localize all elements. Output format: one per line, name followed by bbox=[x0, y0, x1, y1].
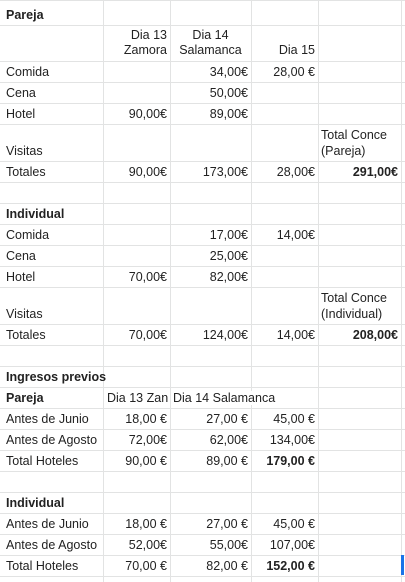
grid-column-line bbox=[251, 0, 252, 582]
grid-row-line bbox=[0, 387, 405, 388]
cell-antes-junio-total[interactable]: 45,00 € bbox=[273, 412, 315, 426]
grid-row-line bbox=[0, 324, 405, 325]
cell-antes-junio-d14[interactable]: 27,00 € bbox=[206, 412, 248, 426]
cell-totales-d14[interactable]: 173,00€ bbox=[202, 165, 248, 179]
row-label-hotel[interactable]: Hotel bbox=[6, 270, 36, 284]
grid-row-line bbox=[0, 513, 405, 514]
total-label-line1[interactable]: Total Conce bbox=[321, 291, 388, 305]
cell-antes-junio-d13[interactable]: 18,00 € bbox=[125, 412, 167, 426]
grid-row-line bbox=[0, 0, 405, 1]
subsection-title-individual[interactable]: Individual bbox=[6, 496, 65, 510]
header-day13-line2[interactable]: Zamora bbox=[123, 43, 167, 57]
grid-row-line bbox=[0, 245, 405, 246]
cell-total-hoteles-total[interactable]: 152,00 € bbox=[266, 559, 315, 573]
cell-antes-agosto-d14[interactable]: 55,00€ bbox=[209, 538, 248, 552]
section-title-pareja[interactable]: Pareja bbox=[6, 8, 44, 22]
grid-row-line bbox=[0, 408, 405, 409]
grid-row-line bbox=[0, 25, 405, 26]
grid-row-line bbox=[0, 224, 405, 225]
selected-cell-indicator[interactable] bbox=[401, 555, 404, 575]
section-title-ingresos-previos[interactable]: Ingresos previos bbox=[6, 370, 107, 384]
grid-row-line bbox=[0, 161, 405, 162]
grid-row-line bbox=[0, 429, 405, 430]
row-label-visitas[interactable]: Visitas bbox=[6, 307, 43, 321]
header-day13[interactable]: Dia 13 Zan bbox=[107, 391, 169, 405]
row-label-cena[interactable]: Cena bbox=[6, 86, 36, 100]
row-label-antes-junio[interactable]: Antes de Junio bbox=[6, 517, 89, 531]
grid-row-line bbox=[0, 345, 405, 346]
cell-totales-d15[interactable]: 28,00€ bbox=[276, 165, 315, 179]
cell-antes-junio-d14[interactable]: 27,00 € bbox=[206, 517, 248, 531]
grid-row-line bbox=[0, 471, 405, 472]
header-day13-line1[interactable]: Dia 13 bbox=[130, 28, 167, 42]
cell-totales-d13[interactable]: 90,00€ bbox=[128, 165, 167, 179]
cell-antes-agosto-total[interactable]: 134,00€ bbox=[269, 433, 315, 447]
cell-totales-d15[interactable]: 14,00€ bbox=[276, 328, 315, 342]
cell-antes-junio-d13[interactable]: 18,00 € bbox=[125, 517, 167, 531]
grid-row-line bbox=[0, 124, 405, 125]
cell-total-hoteles-d13[interactable]: 70,00 € bbox=[125, 559, 167, 573]
grid-row-line bbox=[0, 555, 405, 556]
cell-antes-agosto-d13[interactable]: 52,00€ bbox=[128, 538, 167, 552]
subsection-title-pareja[interactable]: Pareja bbox=[6, 391, 44, 405]
cell-totales-total[interactable]: 291,00€ bbox=[352, 165, 398, 179]
row-label-totales[interactable]: Totales bbox=[6, 165, 46, 179]
cell-totales-d13[interactable]: 70,00€ bbox=[128, 328, 167, 342]
header-day15[interactable]: Dia 15 bbox=[278, 43, 315, 57]
grid-row-line bbox=[0, 103, 405, 104]
row-label-visitas[interactable]: Visitas bbox=[6, 144, 43, 158]
grid-column-line bbox=[401, 0, 402, 582]
row-label-hotel[interactable]: Hotel bbox=[6, 107, 36, 121]
grid-row-line bbox=[0, 182, 405, 183]
cell-comida-d14[interactable]: 17,00€ bbox=[209, 228, 248, 242]
cell-antes-agosto-d13[interactable]: 72,00€ bbox=[128, 433, 167, 447]
cell-totales-total[interactable]: 208,00€ bbox=[352, 328, 398, 342]
grid-row-line bbox=[0, 266, 405, 267]
row-label-total-hoteles[interactable]: Total Hoteles bbox=[6, 454, 79, 468]
cell-hotel-d13[interactable]: 70,00€ bbox=[128, 270, 167, 284]
cell-antes-agosto-total[interactable]: 107,00€ bbox=[269, 538, 315, 552]
grid-row-line bbox=[0, 576, 405, 577]
grid-column-line bbox=[103, 0, 104, 582]
grid-row-line bbox=[0, 534, 405, 535]
grid-row-line bbox=[0, 82, 405, 83]
header-day14[interactable]: Dia 14 Salamanca bbox=[173, 391, 276, 405]
cell-total-hoteles-d13[interactable]: 90,00 € bbox=[125, 454, 167, 468]
row-label-total-hoteles[interactable]: Total Hoteles bbox=[6, 559, 79, 573]
total-label-line1[interactable]: Total Conce bbox=[321, 128, 388, 142]
cell-comida-d15[interactable]: 28,00 € bbox=[273, 65, 315, 79]
grid-row-line bbox=[0, 366, 405, 367]
cell-cena-d14[interactable]: 25,00€ bbox=[209, 249, 248, 263]
total-label-line2[interactable]: (Individual) bbox=[321, 307, 383, 321]
row-label-cena[interactable]: Cena bbox=[6, 249, 36, 263]
grid-column-line bbox=[318, 0, 319, 582]
row-label-antes-agosto[interactable]: Antes de Agosto bbox=[6, 538, 98, 552]
row-label-totales[interactable]: Totales bbox=[6, 328, 46, 342]
row-label-comida[interactable]: Comida bbox=[6, 228, 50, 242]
cell-total-hoteles-d14[interactable]: 82,00 € bbox=[206, 559, 248, 573]
total-label-line2[interactable]: (Pareja) bbox=[321, 144, 366, 158]
cell-total-hoteles-total[interactable]: 179,00 € bbox=[266, 454, 315, 468]
section-title-individual[interactable]: Individual bbox=[6, 207, 65, 221]
cell-comida-d14[interactable]: 34,00€ bbox=[209, 65, 248, 79]
row-label-comida[interactable]: Comida bbox=[6, 65, 50, 79]
cell-antes-agosto-d14[interactable]: 62,00€ bbox=[209, 433, 248, 447]
row-label-antes-agosto[interactable]: Antes de Agosto bbox=[6, 433, 98, 447]
cell-hotel-d14[interactable]: 89,00€ bbox=[209, 107, 248, 121]
cell-totales-d14[interactable]: 124,00€ bbox=[202, 328, 248, 342]
cell-cena-d14[interactable]: 50,00€ bbox=[209, 86, 248, 100]
row-label-antes-junio[interactable]: Antes de Junio bbox=[6, 412, 89, 426]
cell-hotel-d13[interactable]: 90,00€ bbox=[128, 107, 167, 121]
grid-row-line bbox=[0, 203, 405, 204]
grid-row-line bbox=[0, 61, 405, 62]
grid-row-line bbox=[0, 287, 405, 288]
header-day14-line2[interactable]: Salamanca bbox=[179, 43, 242, 57]
grid-row-line bbox=[0, 450, 405, 451]
cell-hotel-d14[interactable]: 82,00€ bbox=[209, 270, 248, 284]
grid-row-line bbox=[0, 492, 405, 493]
header-day14-line1[interactable]: Dia 14 bbox=[192, 28, 229, 42]
cell-antes-junio-total[interactable]: 45,00 € bbox=[273, 517, 315, 531]
cell-comida-d15[interactable]: 14,00€ bbox=[276, 228, 315, 242]
cell-total-hoteles-d14[interactable]: 89,00 € bbox=[206, 454, 248, 468]
